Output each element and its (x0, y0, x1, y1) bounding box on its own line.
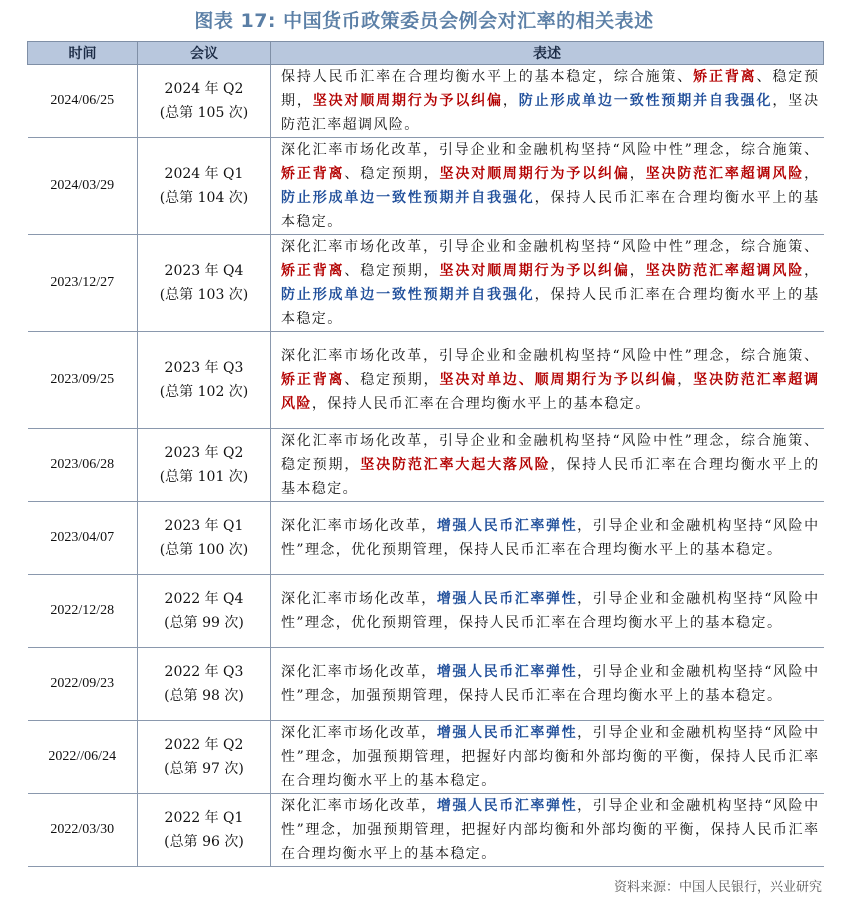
meeting-quarter: 2023 年 Q3 (164, 360, 244, 376)
emphasis-blue-text: 增强人民币汇率弹性 (436, 664, 578, 680)
row-statement (271, 429, 824, 502)
table-row (28, 429, 824, 502)
statement-text: 深化汇率市场化改革，引导企业和金融机构坚持“风险中性”理念，综合施策、 (281, 239, 820, 255)
header-meeting: 会议 (138, 42, 271, 65)
meeting-quarter: 2022 年 Q4 (164, 591, 244, 607)
emphasis-red-text: 矫正背离 (693, 69, 757, 85)
emphasis-red-text: 坚决对顺周期行为予以纠偏 (439, 263, 630, 279)
row-statement (271, 721, 824, 794)
statement-text: 深化汇率市场化改革，引导企业和金融机构坚持“风险中性”理念，综合施策、 (281, 142, 820, 158)
row-meeting (138, 794, 271, 867)
emphasis-blue-text: 防止形成单边一致性预期并自我强化 (281, 190, 535, 206)
emphasis-red-text: 坚决防范汇率超调风险 (281, 372, 820, 412)
table-row (28, 65, 824, 138)
meeting-session: (总第 104 次) (159, 190, 249, 206)
meeting-quarter: 2022 年 Q1 (164, 810, 244, 826)
row-date: 2023/04/07 (28, 502, 138, 575)
emphasis-red-text: 坚决对单边、顺周期行为予以纠偏 (439, 372, 678, 388)
statement-text: 、稳定预期， (344, 263, 440, 279)
meeting-quarter: 2022 年 Q3 (164, 664, 244, 680)
emphasis-blue-text: 增强人民币汇率弹性 (436, 518, 578, 534)
emphasis-red-text: 坚决对顺周期行为予以纠偏 (439, 166, 630, 182)
table-row (28, 138, 824, 235)
row-date: 2024/06/25 (28, 65, 138, 138)
row-meeting (138, 575, 271, 648)
statement-text: ， (502, 93, 519, 109)
table-row (28, 721, 824, 794)
statement-text: ，引导企业和金融机构坚持“风险中性”理念，加强预期管理，保持人民币汇率在合理均衡水平上的基本稳定。 (281, 664, 820, 704)
statement-text: ，保持人民币汇率在合理均衡水平上的基本稳定。 (281, 190, 820, 230)
statement-text: 深化汇率市场化改革， (281, 798, 437, 814)
row-meeting (138, 429, 271, 502)
row-meeting (138, 138, 271, 235)
statement-text: ， (629, 166, 646, 182)
table-row (28, 648, 824, 721)
meeting-quarter: 2023 年 Q2 (164, 445, 244, 461)
meeting-session: (总第 100 次) (159, 542, 249, 558)
row-statement (271, 575, 824, 648)
meeting-quarter: 2023 年 Q1 (164, 518, 244, 534)
row-date: 2022/03/30 (28, 794, 138, 867)
statement-text: 、稳定预期， (344, 166, 440, 182)
emphasis-red-text: 坚决防范汇率大起大落风险 (360, 457, 551, 473)
meeting-session: (总第 103 次) (159, 287, 249, 303)
statement-text: ，保持人民币汇率在合理均衡水平上的基本稳定。 (311, 396, 651, 412)
row-statement (271, 138, 824, 235)
meeting-session: (总第 97 次) (164, 761, 244, 777)
statement-text: ，保持人民币汇率在合理均衡水平上的基本稳定。 (281, 287, 820, 327)
statement-text: 深化汇率市场化改革， (281, 725, 437, 741)
row-date: 2022/12/28 (28, 575, 138, 648)
emphasis-red-text: 矫正背离 (281, 372, 345, 388)
row-meeting (138, 65, 271, 138)
emphasis-blue-text: 增强人民币汇率弹性 (436, 725, 578, 741)
emphasis-blue-text: 增强人民币汇率弹性 (436, 591, 578, 607)
statement-text: 深化汇率市场化改革， (281, 664, 437, 680)
table-row (28, 502, 824, 575)
statement-text: ，保持人民币汇率在合理均衡水平上的基本稳定。 (281, 457, 820, 497)
meeting-session: (总第 96 次) (164, 834, 244, 850)
emphasis-red-text: 坚决对顺周期行为予以纠偏 (312, 93, 503, 109)
table-row (28, 575, 824, 648)
statement-text: ， (629, 263, 646, 279)
header-time: 时间 (28, 42, 138, 65)
row-date: 2023/06/28 (28, 429, 138, 502)
statement-text: ，引导企业和金融机构坚持“风险中性”理念，加强预期管理，把握好内部均衡和外部均衡的平衡，保持人民币汇率在合理均衡水平上的基本稳定。 (281, 725, 820, 789)
meeting-quarter: 2024 年 Q1 (164, 166, 244, 182)
statement-text: 、稳定预期， (281, 69, 820, 109)
statement-text: 深化汇率市场化改革，引导企业和金融机构坚持“风险中性”理念，综合施策、 (281, 348, 820, 364)
meeting-quarter: 2023 年 Q4 (164, 263, 244, 279)
statement-text: 深化汇率市场化改革， (281, 518, 437, 534)
statement-text: ，引导企业和金融机构坚持“风险中性”理念，加强预期管理，把握好内部均衡和外部均衡的平衡，保持人民币汇率在合理均衡水平上的基本稳定。 (281, 798, 820, 862)
statement-text: ，坚决防范汇率超调风险。 (281, 93, 820, 133)
meeting-session: (总第 102 次) (159, 384, 249, 400)
emphasis-blue-text: 防止形成单边一致性预期并自我强化 (518, 93, 773, 109)
meeting-quarter: 2024 年 Q2 (164, 81, 244, 97)
row-date: 2024/03/29 (28, 138, 138, 235)
row-meeting (138, 332, 271, 429)
row-meeting (138, 721, 271, 794)
row-meeting (138, 235, 271, 332)
emphasis-red-text: 坚决防范汇率超调风险 (645, 166, 805, 182)
table-row (28, 794, 824, 867)
meeting-session: (总第 99 次) (164, 615, 244, 631)
meeting-session: (总第 101 次) (159, 469, 249, 485)
table-body (28, 65, 824, 867)
statement-text: 深化汇率市场化改革， (281, 591, 437, 607)
row-date: 2022//06/24 (28, 721, 138, 794)
statement-text: 保持人民币汇率在合理均衡水平上的基本稳定，综合施策、 (281, 69, 694, 85)
meeting-session: (总第 98 次) (164, 688, 244, 704)
row-statement (271, 502, 824, 575)
emphasis-red-text: 矫正背离 (281, 166, 345, 182)
statement-text: ， (677, 372, 694, 388)
statement-text: ，引导企业和金融机构坚持“风险中性”理念，优化预期管理，保持人民币汇率在合理均衡水平上的基本稳定。 (281, 591, 820, 631)
statement-table (27, 41, 824, 867)
table-row (28, 235, 824, 332)
table-row (28, 332, 824, 429)
row-statement (271, 648, 824, 721)
row-date: 2022/09/23 (28, 648, 138, 721)
row-meeting (138, 502, 271, 575)
source-note: 资料来源：中国人民银行，兴业研究 (613, 880, 822, 895)
statement-text: ， (804, 166, 820, 182)
row-date: 2023/12/27 (28, 235, 138, 332)
emphasis-red-text: 坚决防范汇率超调风险 (645, 263, 805, 279)
emphasis-blue-text: 增强人民币汇率弹性 (436, 798, 578, 814)
statement-text: 、稳定预期， (344, 372, 440, 388)
statement-text: ，引导企业和金融机构坚持“风险中性”理念，优化预期管理，保持人民币汇率在合理均衡水平上的基本稳定。 (281, 518, 820, 558)
meeting-session: (总第 105 次) (159, 105, 249, 121)
emphasis-red-text: 矫正背离 (281, 263, 345, 279)
row-statement (271, 794, 824, 867)
emphasis-blue-text: 防止形成单边一致性预期并自我强化 (281, 287, 535, 303)
statement-text: ， (804, 263, 820, 279)
row-statement (271, 235, 824, 332)
statement-text: 深化汇率市场化改革，引导企业和金融机构坚持“风险中性”理念，综合施策、稳定预期， (281, 433, 820, 473)
row-date: 2023/09/25 (28, 332, 138, 429)
header-statement: 表述 (271, 42, 824, 65)
row-meeting (138, 648, 271, 721)
figure-title: 图表 17: 中国货币政策委员会例会对汇率的相关表述 (194, 10, 654, 32)
row-statement (271, 332, 824, 429)
row-statement (271, 65, 824, 138)
table-header-row (28, 42, 824, 65)
meeting-quarter: 2022 年 Q2 (164, 737, 244, 753)
